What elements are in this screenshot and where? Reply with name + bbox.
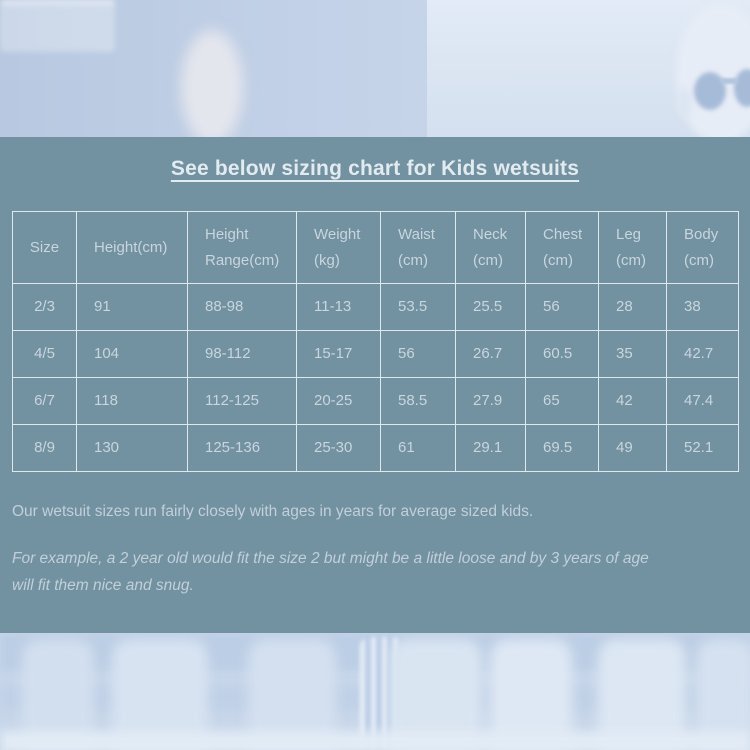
table-row [13,378,739,425]
table-cell: 20-25 [297,378,381,425]
page-title: See below sizing chart for Kids wetsuits [170,157,580,180]
table-cell: 25.5 [456,284,526,331]
header-leg: Leg (cm) [599,212,667,284]
table-row [13,425,739,472]
table-cell: 118 [77,378,188,425]
table-cell: 53.5 [381,284,456,331]
blurred-floor [0,731,750,750]
notes-section [12,503,738,599]
header-height: Height(cm) [77,212,188,284]
header-height-range: Height Range(cm) [188,212,297,284]
table-cell: 38 [667,284,739,331]
background-photo-bottom [0,633,750,750]
header-row [13,212,739,284]
table-cell: 125-136 [188,425,297,472]
table-cell: 2/3 [13,284,77,331]
table-cell: 88-98 [188,284,297,331]
table-cell: 65 [526,378,599,425]
table-cell: 8/9 [13,425,77,472]
table-cell: 6/7 [13,378,77,425]
sunglasses-bridge [720,78,738,84]
table-cell: 112-125 [188,378,297,425]
table-cell: 52.1 [667,425,739,472]
table-cell: 104 [77,331,188,378]
header-waist: Waist (cm) [381,212,456,284]
table-cell: 49 [599,425,667,472]
note-ages: Our wetsuit sizes run fairly closely with ages in years for average sized kids. [12,503,534,520]
table-row [13,331,739,378]
table-cell: 35 [599,331,667,378]
blurred-kid-ear [676,88,692,118]
table-cell: 91 [77,284,188,331]
table-row [13,284,739,331]
table-cell: 69.5 [526,425,599,472]
table-cell: 61 [381,425,456,472]
header-neck: Neck (cm) [456,212,526,284]
blurred-child-head [181,30,243,137]
table-cell: 130 [77,425,188,472]
header-weight: Weight (kg) [297,212,381,284]
table-cell: 56 [526,284,599,331]
header-size: Size [13,212,77,284]
table-cell: 47.4 [667,378,739,425]
table-cell: 29.1 [456,425,526,472]
table-cell: 27.9 [456,378,526,425]
table-cell: 42.7 [667,331,739,378]
header-body: Body (cm) [667,212,739,284]
table-cell: 42 [599,378,667,425]
table-cell: 26.7 [456,331,526,378]
table-cell: 98-112 [188,331,297,378]
sizing-table [12,211,739,472]
table-cell: 28 [599,284,667,331]
table-cell: 11-13 [297,284,381,331]
sizing-chart-panel [0,137,750,633]
table-cell: 4/5 [13,331,77,378]
table-cell: 58.5 [381,378,456,425]
header-chest: Chest (cm) [526,212,599,284]
blurred-furniture [0,0,115,52]
table-cell: 60.5 [526,331,599,378]
table-cell: 15-17 [297,331,381,378]
table-cell: 56 [381,331,456,378]
note-example: For example, a 2 year old would fit the size 2 but might be a little loose and by 3 years of age will fit them nice and snug. [12,550,649,595]
background-photo-top [0,0,750,137]
table-cell: 25-30 [297,425,381,472]
